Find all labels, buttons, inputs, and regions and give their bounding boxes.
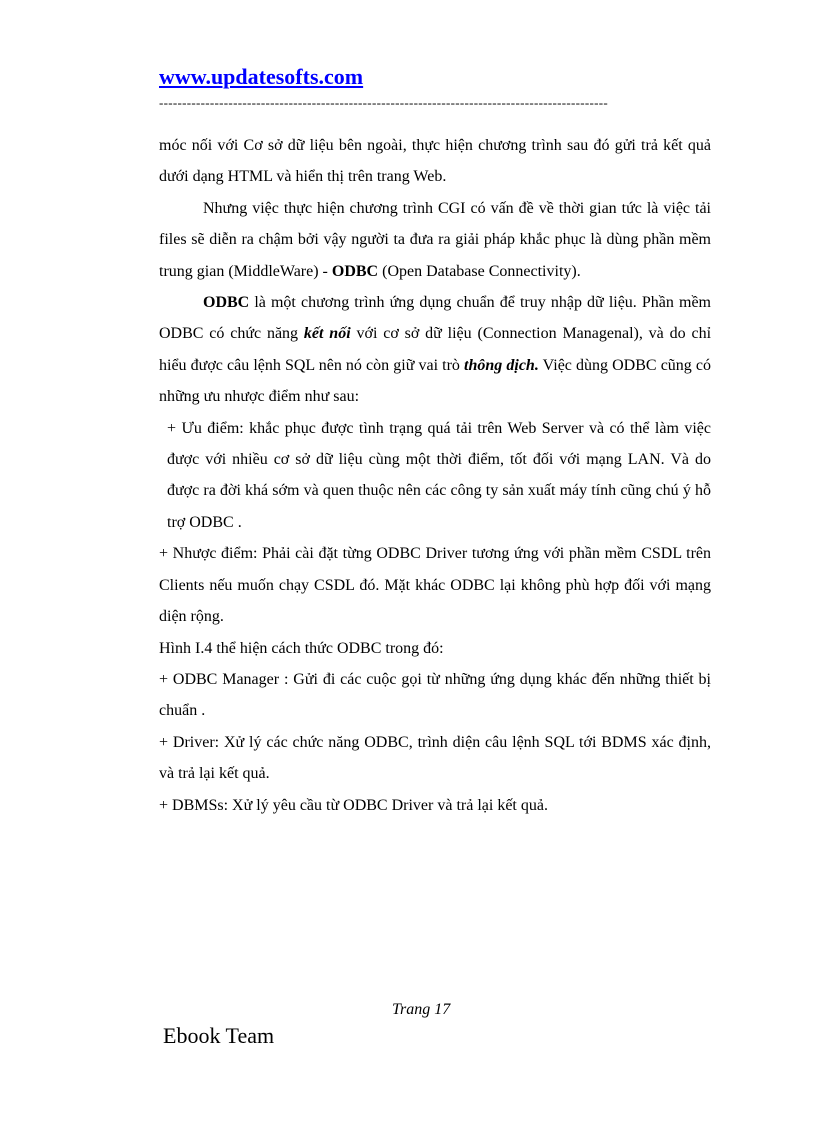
odbc-bold-term-2: ODBC [203,294,250,312]
driver-item: + Driver: Xử lý các chức năng ODBC, trình diện câu lệnh SQL tới BDMS xác định, và trả lại kết quả. [159,733,711,783]
advantages-paragraph: + Ưu điểm: khắc phục được tình trạng quá tải trên Web Server và có thể làm việc được với nhiều cơ sở dữ liệu cùng một thời điểm, tốt đối với mạng LAN. Và do được ra đời khá sớm và quen thuộc nên các công ty sản xuất máy tính cũng chú ý hỗ trợ ODBC . [167,419,711,531]
header-site-link[interactable]: www.updatesofts.com [159,64,364,89]
paragraph-1: móc nối với Cơ sở dữ liệu bên ngoài, thực hiện chương trình sau đó gửi trả kết quả dưới dạng HTML và hiển thị trên trang Web. [159,137,711,186]
dbms-item: + DBMSs: Xử lý yêu cầu từ ODBC Driver và trả lại kết quả. [159,796,548,814]
footer-team: Ebook Team [163,1023,275,1048]
page-body [159,130,711,821]
paragraph-3 [159,287,711,413]
paragraph-3-tail: Việc dùng ODBC cũng có những ưu nhược điểm như sau: [159,356,712,406]
disadvantages-paragraph: + Nhược điểm: Phải cài đặt từng ODBC Driver tương ứng với phần mềm CSDL trên Clients nếu muốn chạy CSDL đó. Mặt khác ODBC lại không phù hợp đối với mạng diện rộng. [159,545,711,626]
odbc-bold-term: ODBC [331,262,379,280]
page-number: Trang 17 [392,1001,451,1018]
paragraph-2 [159,193,711,287]
paragraph-3-text-2: với cơ sở dữ liệu (Connection Managenal), và do chỉ hiểu được câu lệnh SQL nên nó còn giữ vai trò [159,325,712,374]
odbc-manager-item: + ODBC Manager : Gửi đi các cuộc gọi từ những ứng dụng khác đến những thiết bị chuẩn . [159,670,711,720]
thong-dich-emphasis: thông dịch. [464,356,539,374]
header-divider: ------------------------------------------------------------------------------------------------- [159,95,609,110]
paragraph-2-text: Nhưng việc thực hiện chương trình CGI có vấn đề về thời gian tức là việc tải files sẽ diễn ra chậm bởi vậy người ta đưa ra giải pháp khắc phục là dùng phần mềm trung gian (MiddleWare) - [159,199,711,280]
paragraph-3-text: là một chương trình ứng dụng chuẩn để truy nhập dữ liệu. Phần mềm ODBC có chức năng [159,294,711,343]
figure-intro: Hình I.4 thể hiện cách thức ODBC trong đó: [159,639,444,657]
paragraph-2-tail: (Open Database Connectivity). [378,262,581,280]
ket-noi-emphasis: kết nối [303,325,351,343]
